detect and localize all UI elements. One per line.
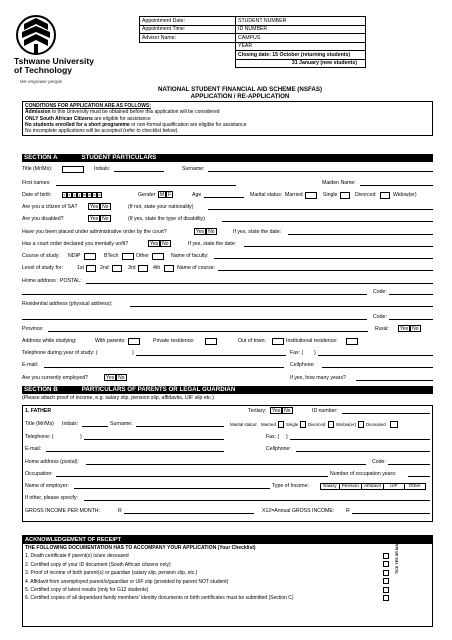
gross-income-label: GROSS INCOME PER MONTH: <box>25 508 100 514</box>
tertiary-label: Tertiary: <box>248 408 267 414</box>
citizen-no-box[interactable]: No <box>102 204 109 211</box>
citizen-row <box>22 203 433 212</box>
ndip-box[interactable] <box>84 253 96 260</box>
rural-yes-box[interactable]: Yes <box>400 326 409 333</box>
disabled-note: (If yes, state the type of disability) <box>128 216 205 222</box>
cellphone-label: Cellphone: <box>290 362 315 368</box>
institutional-residence[interactable]: Institutional residence: <box>286 338 338 344</box>
checklist-tick-box[interactable] <box>383 570 389 576</box>
campus-field[interactable]: CAMPUS <box>236 34 366 43</box>
gender-label: Gender <box>138 192 156 198</box>
income-pension[interactable]: Pension <box>340 484 362 489</box>
checklist-item: 3. Proof of income of both parent(s) or guardian (salary slip, pension slip, etc.) <box>25 570 198 577</box>
btech-box[interactable] <box>122 253 134 260</box>
disabled-label: Are you disabled? <box>22 216 64 222</box>
address-study-row <box>22 337 433 346</box>
income-other[interactable]: Other <box>408 484 421 489</box>
maiden-name-input[interactable] <box>360 179 433 186</box>
home-postal-input[interactable] <box>86 277 433 284</box>
nationality-input[interactable] <box>208 203 433 210</box>
admin-date-input[interactable] <box>288 228 433 235</box>
faculty-input[interactable] <box>214 252 433 259</box>
university-name-line2: of Technology <box>14 65 73 75</box>
citizen-label: Are you a citizen of SA? <box>22 204 78 210</box>
rural-no-box[interactable]: No <box>412 326 419 333</box>
father-single[interactable]: Single <box>286 422 299 427</box>
fax-label: Fax: ( <box>290 350 304 356</box>
checklist-tick-box[interactable] <box>383 578 389 584</box>
dob-digit[interactable]: d <box>98 192 101 197</box>
level-4th[interactable]: 4th <box>153 265 161 271</box>
ack-heading: ACKNOWLEDGEMENT OF RECEIPT <box>23 536 432 544</box>
mental-label: Has a court order declared you mentally unfit? <box>22 241 129 247</box>
single-box[interactable] <box>340 192 350 199</box>
checklist-tick-box[interactable] <box>383 587 389 593</box>
section-b-header: SECTION B PARTICULARS OF PARENTS OR LEGAL GUARDIAN <box>22 386 433 394</box>
father-code-input[interactable] <box>388 458 430 465</box>
father-code-label: Code: <box>372 459 386 465</box>
checklist-item: 1. Death certificate if parent(s) is/are deceased <box>25 553 129 560</box>
mental-date-input[interactable] <box>244 240 433 247</box>
father-divorced-box[interactable] <box>328 421 334 428</box>
telephone-row <box>22 349 433 358</box>
father-deceased[interactable]: Deceased <box>366 422 386 427</box>
out-of-town-box[interactable] <box>272 338 284 345</box>
father-id-label: ID number: <box>312 408 338 414</box>
father-employer-row <box>22 482 433 491</box>
father-fax-label: Fax: ( <box>266 434 280 440</box>
father-years-input[interactable] <box>408 470 430 477</box>
father-surname-label: Surname: <box>110 421 133 427</box>
marital-widow[interactable]: Widow(er) <box>393 192 417 198</box>
income-other-label: If other, please specify: <box>25 495 79 501</box>
checklist-item: 2. Certified copy of your ID document (South African citizens only) <box>25 561 171 568</box>
closing-date-2: 31 January (new students) <box>236 59 366 68</box>
father-surname-input[interactable] <box>136 420 224 427</box>
disabled-yes-box[interactable]: Yes <box>90 216 99 223</box>
employed-row <box>22 374 433 383</box>
father-email-input[interactable] <box>46 445 224 452</box>
gender-female-box[interactable]: F <box>168 192 172 199</box>
first-names-row <box>22 179 433 188</box>
fax-input[interactable] <box>318 349 433 356</box>
admin-yes-box[interactable]: Yes <box>196 229 205 236</box>
other-box[interactable] <box>152 253 164 260</box>
form-title <box>100 86 380 100</box>
initials-label: Initials: <box>94 166 111 172</box>
condition-3: No students enrolled for a short programme or non-formal qualification are eligible for assistance <box>25 121 247 128</box>
advisor-name-field[interactable]: Advisor Name: <box>140 34 236 43</box>
father-employer-label: Name of employer: <box>25 483 69 489</box>
home-postal-input-2[interactable] <box>22 288 367 295</box>
father-cell-input[interactable] <box>296 445 430 452</box>
employed-yes-box[interactable]: Yes <box>106 375 115 382</box>
empty-cell <box>140 59 236 68</box>
dob-digit[interactable]: m <box>83 192 86 197</box>
section-b-note: (Please attach proof of income, e.g. salary slip, pension slip, affidavits, UIF slip etc.) <box>22 395 214 401</box>
dob-row <box>22 191 433 200</box>
residential-input[interactable] <box>130 300 433 307</box>
father-years-label: Number of occupation years: <box>330 471 397 477</box>
gross-income-currency: R <box>118 508 122 514</box>
dob-digit[interactable]: c <box>68 192 71 197</box>
acknowledgement-box <box>22 535 433 627</box>
course-row <box>22 252 433 261</box>
mental-yes-box[interactable]: Yes <box>150 241 159 248</box>
checklist-item: 5. Certified copy of latest results (only for G12 students) <box>25 587 149 594</box>
surname-label: Surname: <box>182 166 205 172</box>
father-widow-box[interactable] <box>358 421 364 428</box>
level-2nd-box[interactable] <box>112 265 122 272</box>
disabled-row <box>22 215 433 224</box>
home-code-input[interactable] <box>389 288 433 295</box>
marital-status-label: Marital status: <box>250 192 283 198</box>
father-email-row <box>22 445 433 454</box>
rural-label: Rural: <box>375 326 389 332</box>
closing-date-1: Closing date: 15 October (returning students) <box>236 51 366 60</box>
email-row <box>22 361 433 370</box>
initials-input[interactable] <box>114 165 164 172</box>
admin-order-label: Have you been placed under administrative order by the court? <box>22 229 167 235</box>
father-tel-input[interactable] <box>84 433 224 440</box>
dob-digit[interactable]: d <box>93 192 96 197</box>
conditions-heading: CONDITIONS FOR APPLICATION ARE AS FOLLOWS: <box>25 103 152 109</box>
tick-instruction: TICK YES OR N/A <box>395 543 399 574</box>
admin-no-box[interactable]: No <box>208 229 215 236</box>
age-label: Age <box>192 192 202 198</box>
father-married[interactable]: Married <box>261 422 276 427</box>
dob-digit[interactable]: m <box>88 192 91 197</box>
telephone-input[interactable] <box>136 349 286 356</box>
tagline: We empower people <box>20 79 63 84</box>
course-label: Course of study: <box>22 253 60 259</box>
checklist-item: 6. Certified copies of all dependant family members' identity documents or birth certificates must be submitted (Section C) <box>25 595 294 602</box>
cellphone-input[interactable] <box>322 361 433 368</box>
course-btech[interactable]: BTech <box>104 253 119 259</box>
first-names-label: First names: <box>22 180 51 186</box>
father-occupation-row <box>22 470 433 479</box>
father-tel-close: ) <box>80 434 82 440</box>
checklist-tick-box[interactable] <box>383 553 389 559</box>
telephone-label: Telephone during year of study: ( <box>22 350 98 356</box>
form-title-line2: APPLICATION / RE-APPLICATION <box>190 93 290 100</box>
disability-input[interactable] <box>222 215 433 222</box>
form-title-line1: NATIONAL STUDENT FINANCIAL AID SCHEME (NSFAS) <box>157 86 323 93</box>
dob-label: Date of birth: <box>22 192 52 198</box>
father-initials-label: Initials: <box>62 421 79 427</box>
income-type-options <box>320 483 426 490</box>
tertiary-yes-box[interactable]: Yes <box>272 408 281 415</box>
annual-income-input[interactable] <box>352 507 430 514</box>
course-ndip[interactable]: NDIP <box>68 253 81 259</box>
disabled-no-box[interactable]: No <box>102 216 109 223</box>
checklist-tick-box[interactable] <box>383 595 389 601</box>
course-name-label: Name of course: <box>177 265 216 271</box>
father-row <box>22 407 433 416</box>
ack-subheading: THE FOLLOWING DOCUMENTATION HAS TO ACCOMPANY YOUR APPLICATION (Your Checklist) <box>25 545 256 551</box>
appointment-date-field[interactable]: Appointment Date: <box>140 17 236 26</box>
annual-income-label: X12=Annual GROSS INCOME: <box>262 508 335 514</box>
home-code-label: Code: <box>373 289 387 295</box>
father-tel-label: Telephone: ( <box>25 434 54 440</box>
title-label: Title (Mr/Ms): <box>22 166 53 172</box>
father-marital-label: Marital status: <box>230 422 258 427</box>
empty-cell <box>140 42 236 51</box>
surname-input[interactable] <box>208 165 433 172</box>
divorced-box[interactable] <box>380 192 390 199</box>
father-single-box[interactable] <box>300 421 306 428</box>
condition-1: Admission to this University must be obtained before this application will be considered <box>25 109 220 116</box>
level-row <box>22 264 433 273</box>
father-other-row <box>22 494 433 503</box>
father-heading: 1. FATHER <box>25 408 52 414</box>
father-home-label: Home address (postal): <box>25 459 79 465</box>
father-fax-input[interactable] <box>290 433 430 440</box>
appointment-time-field[interactable]: Appointment Time: <box>140 25 236 34</box>
email-input[interactable] <box>44 361 284 368</box>
level-label: Level of study for: <box>22 265 63 271</box>
dob-digit[interactable]: c <box>63 192 66 197</box>
income-affidavit[interactable]: Affidavit <box>362 484 384 489</box>
father-divorced[interactable]: Divorced <box>308 422 326 427</box>
marital-single[interactable]: Single <box>323 192 338 198</box>
residential-label: Residential address (physical address): <box>22 301 113 307</box>
income-salary[interactable]: Salary <box>321 484 340 489</box>
university-name <box>14 57 134 75</box>
dob-digit[interactable]: y <box>78 192 81 197</box>
residential-row <box>22 300 433 309</box>
employed-no-box[interactable]: No <box>118 375 125 382</box>
residential-code-row <box>22 313 433 322</box>
private-residence[interactable]: Private residence: <box>153 338 195 344</box>
course-other[interactable]: Other <box>136 253 149 259</box>
father-home-row <box>22 458 433 467</box>
title-input[interactable] <box>62 166 84 173</box>
checklist-item: 4. Affidavit from unemployed parent/s/guardian or UIF slip (provided by parent NOT student) <box>25 578 229 585</box>
title-row <box>22 165 433 174</box>
university-name-line1: Tshwane University <box>14 56 95 66</box>
province-label: Province: <box>22 326 44 332</box>
level-3rd-box[interactable] <box>138 265 148 272</box>
mental-date-label: If yes, state the date: <box>188 241 237 247</box>
id-number-field[interactable]: ID NUMBER <box>236 25 366 34</box>
admin-date-label: If yes, state the date: <box>233 229 282 235</box>
father-occupation-label: Occupation: <box>25 471 53 477</box>
father-widow[interactable]: Widow(er) <box>336 422 357 427</box>
marital-divorced[interactable]: Divorced <box>355 192 376 198</box>
fax-close: ) <box>314 350 316 356</box>
first-names-input[interactable] <box>56 179 236 186</box>
mental-row <box>22 240 433 249</box>
empty-cell <box>140 51 236 60</box>
email-label: E-mail: <box>22 362 39 368</box>
condition-4: No incomplete applications will be accepted (refer to checklist below). <box>25 128 179 135</box>
father-employer-input[interactable] <box>74 482 270 489</box>
income-type-label: Type of Income: <box>272 483 309 489</box>
mental-no-box[interactable]: No <box>162 241 169 248</box>
with-parents-box[interactable] <box>128 338 140 345</box>
father-title-label: Title (Mr/Ms) <box>25 421 54 427</box>
father-initials-input[interactable] <box>82 420 108 427</box>
office-use-table <box>139 16 366 68</box>
father-email-label: E-mail: <box>25 446 42 452</box>
address-study-label: Address while studying: <box>22 338 77 344</box>
university-logo <box>14 14 94 56</box>
home-code-row <box>22 288 433 297</box>
father-fax-close: ) <box>286 434 288 440</box>
year-field[interactable]: YEAR <box>236 42 366 51</box>
level-2nd[interactable]: 2nd <box>100 265 109 271</box>
citizen-note: (If not, state your nationality) <box>128 204 194 210</box>
father-deceased-box[interactable] <box>390 421 398 428</box>
years-employed-label: If yes, how many years? <box>290 375 346 381</box>
residential-input-2[interactable] <box>22 313 367 320</box>
province-input[interactable] <box>48 325 368 332</box>
father-home-input[interactable] <box>86 458 366 465</box>
level-1st-box[interactable] <box>86 265 96 272</box>
years-employed-input[interactable] <box>356 374 433 381</box>
province-row <box>22 325 433 334</box>
employed-label: Are you currently employed? <box>22 375 89 381</box>
faculty-label: Name of faculty: <box>171 253 209 259</box>
level-3rd[interactable]: 3rd <box>128 265 136 271</box>
annual-income-currency: R <box>346 508 350 514</box>
father-telephone-row <box>22 433 433 442</box>
residential-code-input[interactable] <box>389 313 433 320</box>
private-residence-box[interactable] <box>205 338 217 345</box>
dob-digit[interactable]: y <box>73 192 76 197</box>
level-4th-box[interactable] <box>164 265 174 272</box>
with-parents[interactable]: With parents: <box>95 338 126 344</box>
course-name-input[interactable] <box>218 264 433 271</box>
conditions-box <box>22 101 433 136</box>
citizen-yes-box[interactable]: Yes <box>90 204 99 211</box>
checklist-tick-box[interactable] <box>383 561 389 567</box>
student-number-field[interactable]: STUDENT NUMBER <box>236 17 366 26</box>
institutional-box[interactable] <box>346 338 358 345</box>
residential-code-label: Code: <box>373 314 387 320</box>
telephone-close: ) <box>132 350 134 356</box>
level-1st[interactable]: 1st <box>77 265 84 271</box>
father-title-row <box>22 420 433 429</box>
father-occupation-input[interactable] <box>56 470 328 477</box>
maiden-name-label: Maiden Name: <box>322 180 356 186</box>
father-cell-label: Cellphone: <box>266 446 291 452</box>
income-uif[interactable]: UIF <box>384 484 405 489</box>
condition-2: ONLY South African Citizens are eligible for assistance <box>25 115 151 122</box>
gender-male-box[interactable]: M <box>160 192 165 199</box>
gross-income-row <box>22 507 433 516</box>
out-of-town[interactable]: Out of town: <box>238 338 266 344</box>
father-married-box[interactable] <box>278 421 284 428</box>
marital-married[interactable]: Married <box>285 192 303 198</box>
home-postal-label: Home address : POSTAL: <box>22 278 82 284</box>
father-id-input[interactable] <box>342 407 430 414</box>
admin-order-row <box>22 228 433 237</box>
section-a-header: SECTION A STUDENT PARTICULARS <box>22 154 433 162</box>
gross-income-input[interactable] <box>124 507 254 514</box>
age-input[interactable] <box>204 191 244 198</box>
dob-digits[interactable] <box>62 191 102 200</box>
income-other-input[interactable] <box>84 494 430 501</box>
tertiary-no-box[interactable]: No <box>284 408 291 415</box>
married-box[interactable] <box>305 192 317 199</box>
home-postal-row <box>22 277 433 286</box>
